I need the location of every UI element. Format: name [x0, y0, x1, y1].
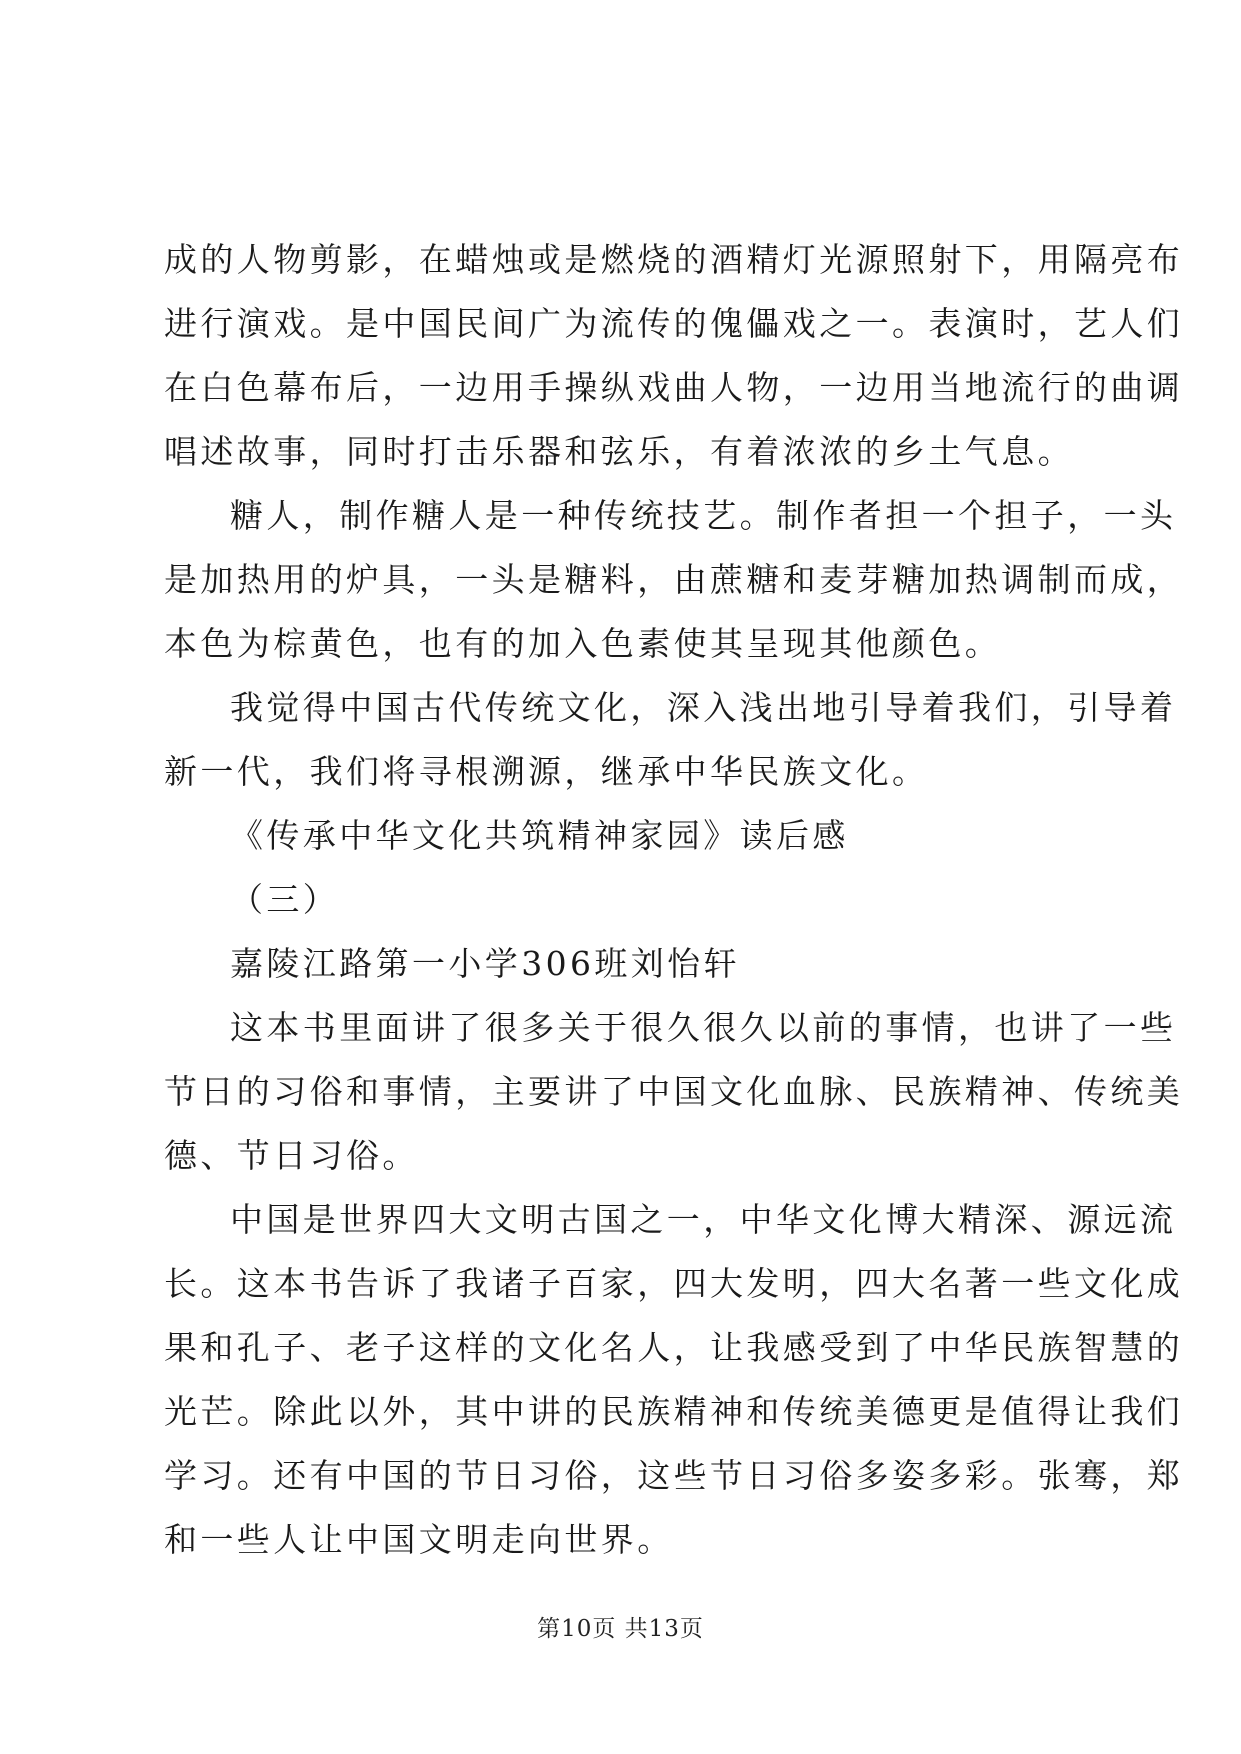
- text-line: 是加热用的炉具，一头是糖料，由蔗糖和麦芽糖加热调制而成，: [164, 560, 1184, 599]
- author-line: 嘉陵江路第一小学306班刘怡轩: [230, 944, 740, 983]
- text-line: 进行演戏。是中国民间广为流传的傀儡戏之一。表演时，艺人们: [164, 304, 1184, 343]
- text-line: 唱述故事，同时打击乐器和弦乐，有着浓浓的乡土气息。: [164, 432, 1074, 471]
- section-number: （三）: [230, 880, 340, 919]
- text-line: 我觉得中国古代传统文化，深入浅出地引导着我们，引导着: [230, 688, 1177, 727]
- essay-title: 《传承中华文化共筑精神家园》读后感: [230, 816, 849, 855]
- page-number-footer: 第10页 共13页: [537, 1616, 704, 1642]
- text-line: 光芒。除此以外，其中讲的民族精神和传统美德更是值得让我们: [164, 1392, 1184, 1431]
- text-line: 德、节日习俗。: [164, 1136, 419, 1175]
- text-line: 成的人物剪影，在蜡烛或是燃烧的酒精灯光源照射下，用隔亮布: [164, 240, 1184, 279]
- text-line: 在白色幕布后，一边用手操纵戏曲人物，一边用当地流行的曲调: [164, 368, 1184, 407]
- text-line: 果和孔子、老子这样的文化名人，让我感受到了中华民族智慧的: [164, 1328, 1184, 1367]
- text-line: 糖人，制作糖人是一种传统技艺。制作者担一个担子，一头: [230, 496, 1177, 535]
- text-line: 新一代，我们将寻根溯源，继承中华民族文化。: [164, 752, 929, 791]
- text-line: 这本书里面讲了很多关于很久很久以前的事情，也讲了一些: [230, 1008, 1177, 1047]
- text-line: 和一些人让中国文明走向世界。: [164, 1520, 674, 1559]
- text-line: 节日的习俗和事情，主要讲了中国文化血脉、民族精神、传统美: [164, 1072, 1184, 1111]
- document-body: [164, 228, 1184, 1572]
- text-line: 长。这本书告诉了我诸子百家，四大发明，四大名著一些文化成: [164, 1264, 1184, 1303]
- text-line: 本色为棕黄色，也有的加入色素使其呈现其他颜色。: [164, 624, 1002, 663]
- text-line: 中国是世界四大文明古国之一，中华文化博大精深、源远流: [230, 1200, 1177, 1239]
- text-line: 学习。还有中国的节日习俗，这些节日习俗多姿多彩。张骞，郑: [164, 1456, 1184, 1495]
